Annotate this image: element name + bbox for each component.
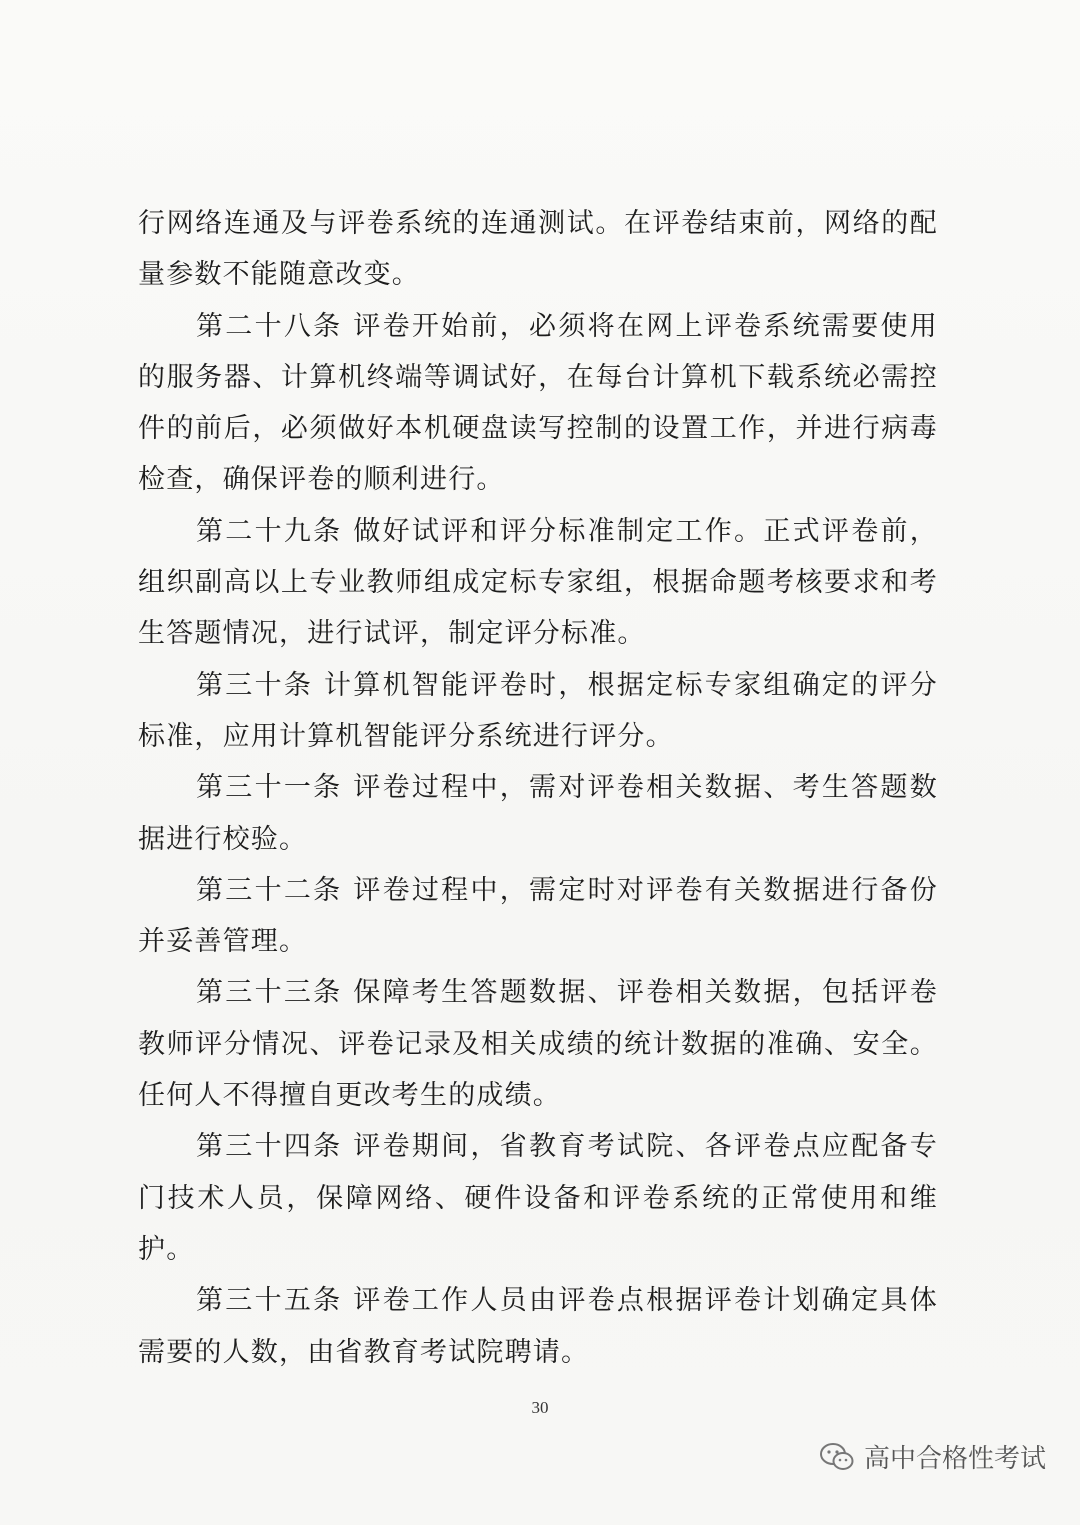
page-number: 30 xyxy=(531,1398,549,1417)
paragraph-article-30: 第三十条 计算机智能评卷时，根据定标专家组确定的评分标准，应用计算机智能评分系统进行评分。 xyxy=(138,669,938,752)
paragraph-article-35: 第三十五条 评卷工作人员由评卷点根据评卷计划确定具体需要的人数，由省教育考试院聘请。 xyxy=(138,1285,938,1368)
paragraph-article-32: 第三十二条 评卷过程中，需定时对评卷有关数据进行备份并妥善管理。 xyxy=(138,874,938,958)
paragraph-continuation: 行网络连通及与评卷系统的连通测试。在评卷结束前，网络的配量参数不能随意改变。 xyxy=(138,208,938,291)
paragraph-article-33: 第三十三条 保障考生答题数据、评卷相关数据，包括评卷教师评分情况、评卷记录及相关成绩的统计数据的准确、安全。任何人不得擅自更改考生的成绩。 xyxy=(138,977,938,1112)
watermark-text: 高中合格性考试 xyxy=(863,1444,1046,1474)
document-body xyxy=(138,198,938,1378)
watermark xyxy=(820,1438,1046,1475)
paragraph-article-29: 第二十九条 做好试评和评分标准制定工作。正式评卷前，组织副高以上专业教师组成定标专家组，根据命题考核要求和考生答题情况，进行试评，制定评分标准。 xyxy=(138,515,938,650)
wechat-icon xyxy=(820,1442,854,1472)
paragraph-article-34: 第三十四条 评卷期间，省教育考试院、各评卷点应配备专门技术人员，保障网络、硬件设备和评卷系统的正常使用和维护。 xyxy=(138,1131,938,1265)
paragraph-article-28: 第二十八条 评卷开始前，必须将在网上评卷系统需要使用的服务器、计算机终端等调试好，在每台计算机下载系统必需控件的前后，必须做好本机硬盘读写控制的设置工作，并进行病毒检查，确保评卷的顺利进行。 xyxy=(138,310,938,496)
paragraph-article-31: 第三十一条 评卷过程中，需对评卷相关数据、考生答题数据进行校验。 xyxy=(138,772,938,855)
